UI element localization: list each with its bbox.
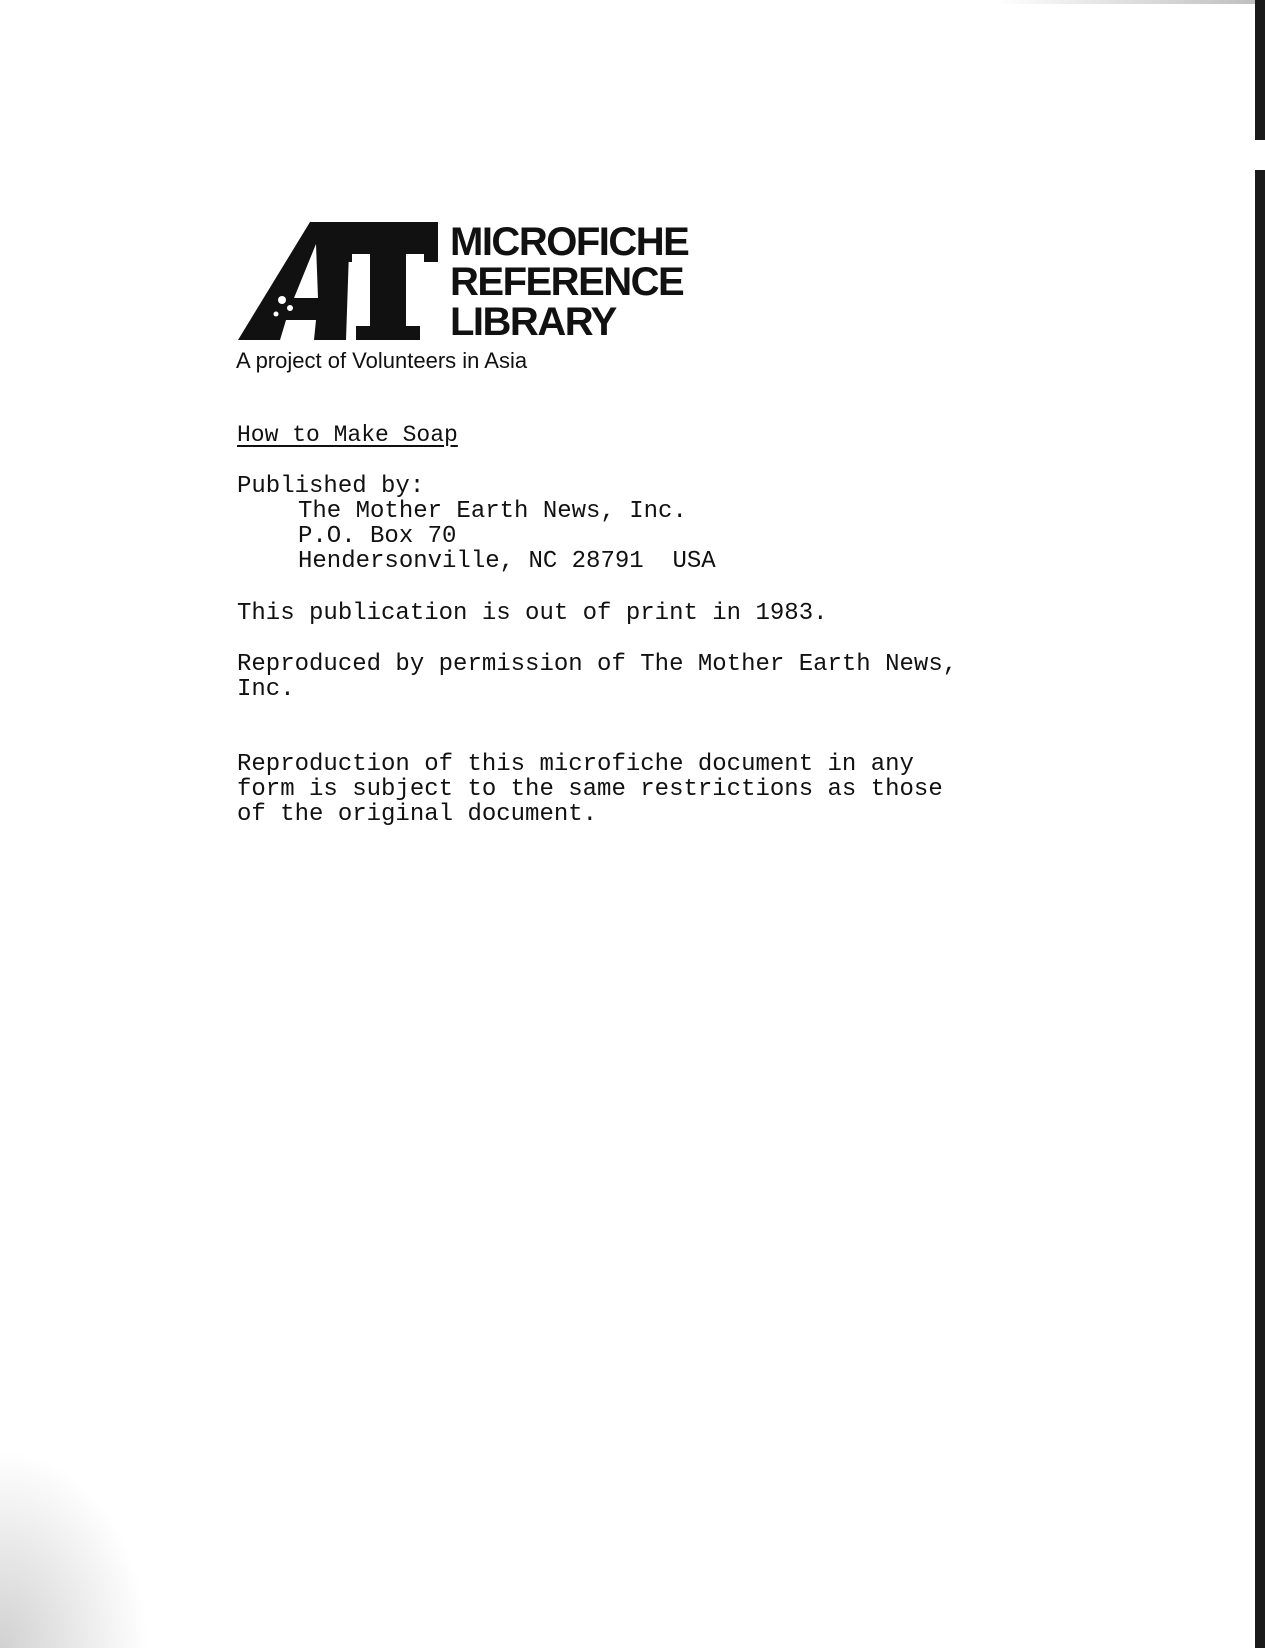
restriction-note (237, 752, 943, 827)
restriction-line: of the original document. (237, 801, 598, 828)
at-logo-mark-icon (238, 222, 438, 340)
at-microfiche-logo (238, 222, 698, 342)
permission-line: Reproduced by permission of The Mother Earth News, (237, 651, 958, 678)
publisher-po-box: P.O. Box 70 (298, 523, 457, 550)
publisher-address (298, 499, 716, 574)
logo-line-microfiche: MICROFICHE (450, 220, 689, 264)
published-by-label: Published by: (237, 473, 425, 500)
publisher-city: Hendersonville, NC 28791 USA (298, 548, 716, 575)
logo-wordmark (450, 222, 688, 342)
logo-tagline: A project of Volunteers in Asia (236, 348, 528, 373)
document-title: How to Make Soap (237, 422, 458, 448)
restriction-line: Reproduction of this microfiche document in any (237, 751, 914, 778)
scan-page-edge (1255, 0, 1265, 1648)
permission-line: Inc. (237, 676, 295, 703)
permission-note (237, 652, 957, 702)
restriction-line: form is subject to the same restrictions as those (237, 776, 943, 803)
scan-page-edge-gap (1255, 140, 1265, 170)
logo-line-reference: REFERENCE (450, 260, 684, 304)
out-of-print-note: This publication is out of print in 1983. (237, 600, 828, 627)
scan-corner-noise (0, 1448, 150, 1648)
scan-smudge (995, 0, 1255, 4)
publisher-name: The Mother Earth News, Inc. (298, 498, 687, 525)
logo-line-library: LIBRARY (450, 300, 616, 344)
